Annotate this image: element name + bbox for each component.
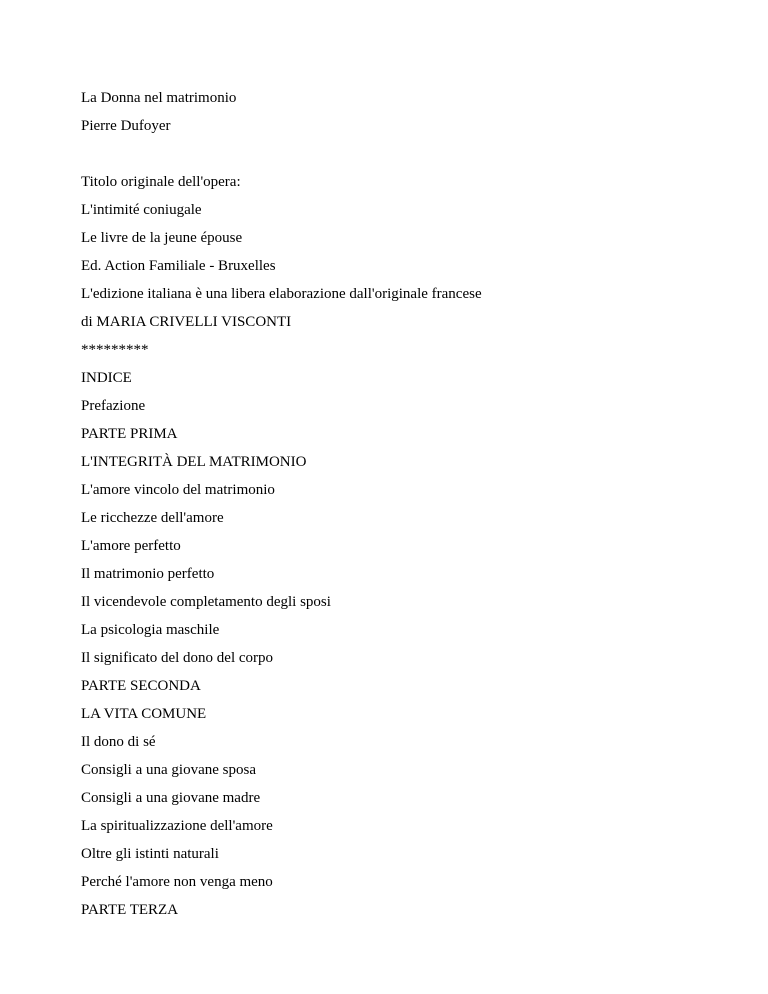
index-entry: Il dono di sé [81,734,156,750]
book-title: La Donna nel matrimonio [81,90,237,106]
index-entry: Il matrimonio perfetto [81,566,215,582]
credit-line: Titolo originale dell'opera: [81,174,241,190]
credit-line: Ed. Action Familiale - Bruxelles [81,258,276,274]
index-entry: Consigli a una giovane madre [81,790,261,806]
index-entry: Perché l'amore non venga meno [81,874,273,890]
index-entry: L'amore perfetto [81,538,181,554]
index-entry: Prefazione [81,398,146,414]
separator: ********* [81,342,149,358]
credit-line: di MARIA CRIVELLI VISCONTI [81,314,292,330]
index-heading: INDICE [81,370,132,386]
document-page [81,88,741,928]
index-entry: L'amore vincolo del matrimonio [81,482,275,498]
book-author: Pierre Dufoyer [81,118,171,134]
index-entry: Consigli a una giovane sposa [81,762,256,778]
credit-line: L'edizione italiana è una libera elaborazione dall'originale francese [81,286,482,302]
index-entry: La psicologia maschile [81,622,220,638]
index-entry: Oltre gli istinti naturali [81,846,219,862]
index-part-heading: PARTE SECONDA [81,678,201,694]
index-section-heading: L'INTEGRITÀ DEL MATRIMONIO [81,454,307,470]
spacer [81,144,741,172]
credit-line: L'intimité coniugale [81,202,202,218]
index-section-heading: LA VITA COMUNE [81,706,207,722]
credit-line: Le livre de la jeune épouse [81,230,243,246]
index-part-heading: PARTE PRIMA [81,426,178,442]
index-entry: Le ricchezze dell'amore [81,510,224,526]
index-entry: Il vicendevole completamento degli sposi [81,594,331,610]
index-entry: Il significato del dono del corpo [81,650,274,666]
index-entry: La spiritualizzazione dell'amore [81,818,273,834]
index-part-heading: PARTE TERZA [81,902,179,918]
